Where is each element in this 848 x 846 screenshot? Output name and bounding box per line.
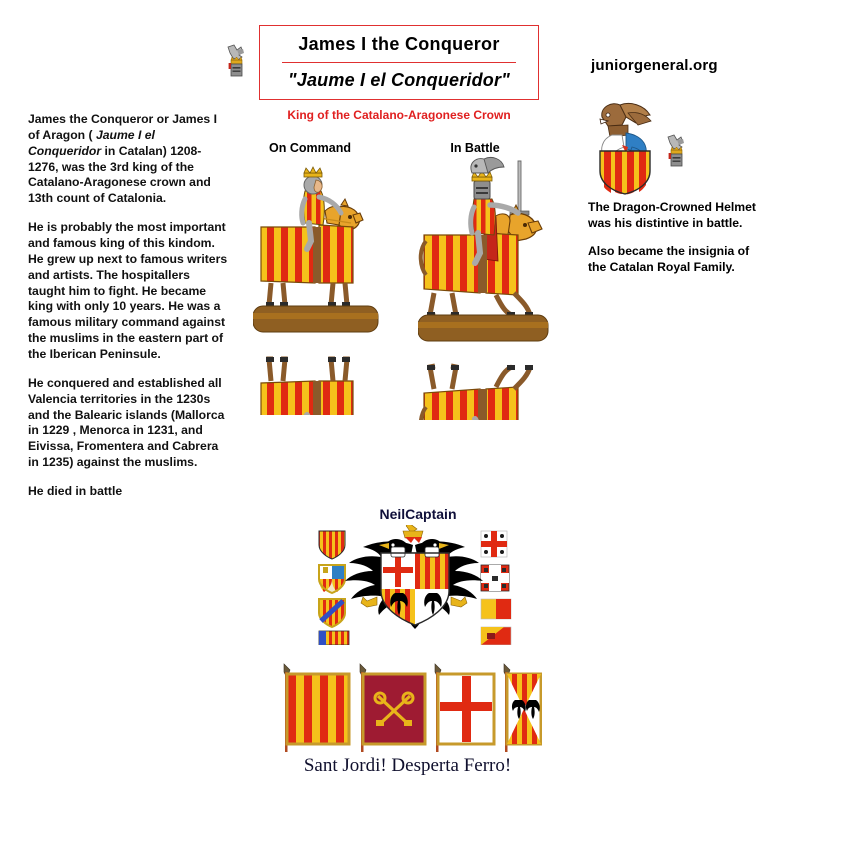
left-shield-aragon [319,531,345,559]
left-shield-aragon-bend [319,599,345,627]
bio-italic-name: Jaume I el Conqueridor [28,127,155,158]
figure-label-on-command: On Command [269,141,351,155]
double-headed-eagle [345,525,483,629]
title-caption: King of the Catalano-Aragonese Crown [287,108,511,122]
right-flag-naples [481,627,511,645]
title-box [259,25,539,100]
paper-figure-in-battle [418,155,558,420]
central-shield [381,547,449,625]
banner-st-george [435,664,494,752]
dragon-crest-coat-of-arms [588,95,662,195]
paper-figure-on-command [253,165,383,415]
dragon-helmet-icon [224,44,250,78]
banner-aragon [284,664,349,752]
right-badge-cross-crosslets [481,565,509,591]
figure-base [418,315,548,341]
page-subtitle: "Jaume I el Conqueridor" [288,69,510,90]
bio-paragraph-4: He died in battle [28,484,123,499]
bio-paragraph-3: He conquered and established all Valencia territories in the 1230s and the Balearic islands (Mallorca in 1229 , Menorca in 1231, and Eivissa, Fromentera and Cabrera in 1235) against the muslims. [28,375,225,470]
page-title: James I the Conqueror [298,34,500,54]
figure-base [253,306,378,332]
dragon-helmet-icon-secondary [664,134,690,168]
site-name-label: juniorgeneral.org [591,57,718,74]
crest-caption [588,200,758,287]
battle-cry-motto: Sant Jordi! Desperta Ferro! [303,755,512,776]
banner-sicily [504,664,541,752]
right-flag-yellow-red [481,599,511,619]
crest-caption-paragraph-1: The Dragon-Crowned Helmet was his distintive in battle. [588,200,756,230]
bio-paragraph-2: He is probably the most important and famous king of this kindom. He grew up next to famous writers and artists. The hospitallers taught him to fight. He became king with only 10 years. He was a famous military command against the muslims in the eastern part of the Iberican Peninsule. [28,220,228,362]
left-flag-valencia [319,631,349,645]
title-divider [282,62,516,63]
right-badge-sardinia [481,531,507,557]
banner-keys [360,664,425,752]
great-coat-of-arms [305,525,525,645]
crest-caption-paragraph-2: Also became the insignia of the Catalan Royal Family. [588,243,750,274]
left-shield-quartered-aragon [319,565,345,593]
biography-text [28,112,228,513]
author-credit: NeilCaptain [379,506,457,522]
figure-label-in-battle: In Battle [450,141,500,155]
bio-paragraph-1: James the Conqueror or James I of Aragon ( Jaume I el Conqueridor in Catalan) 1208-1276, was the 3rd king of the Catalano-Aragonese crown and 13th count of Catalonia. [28,112,217,206]
banner-row [272,660,542,755]
